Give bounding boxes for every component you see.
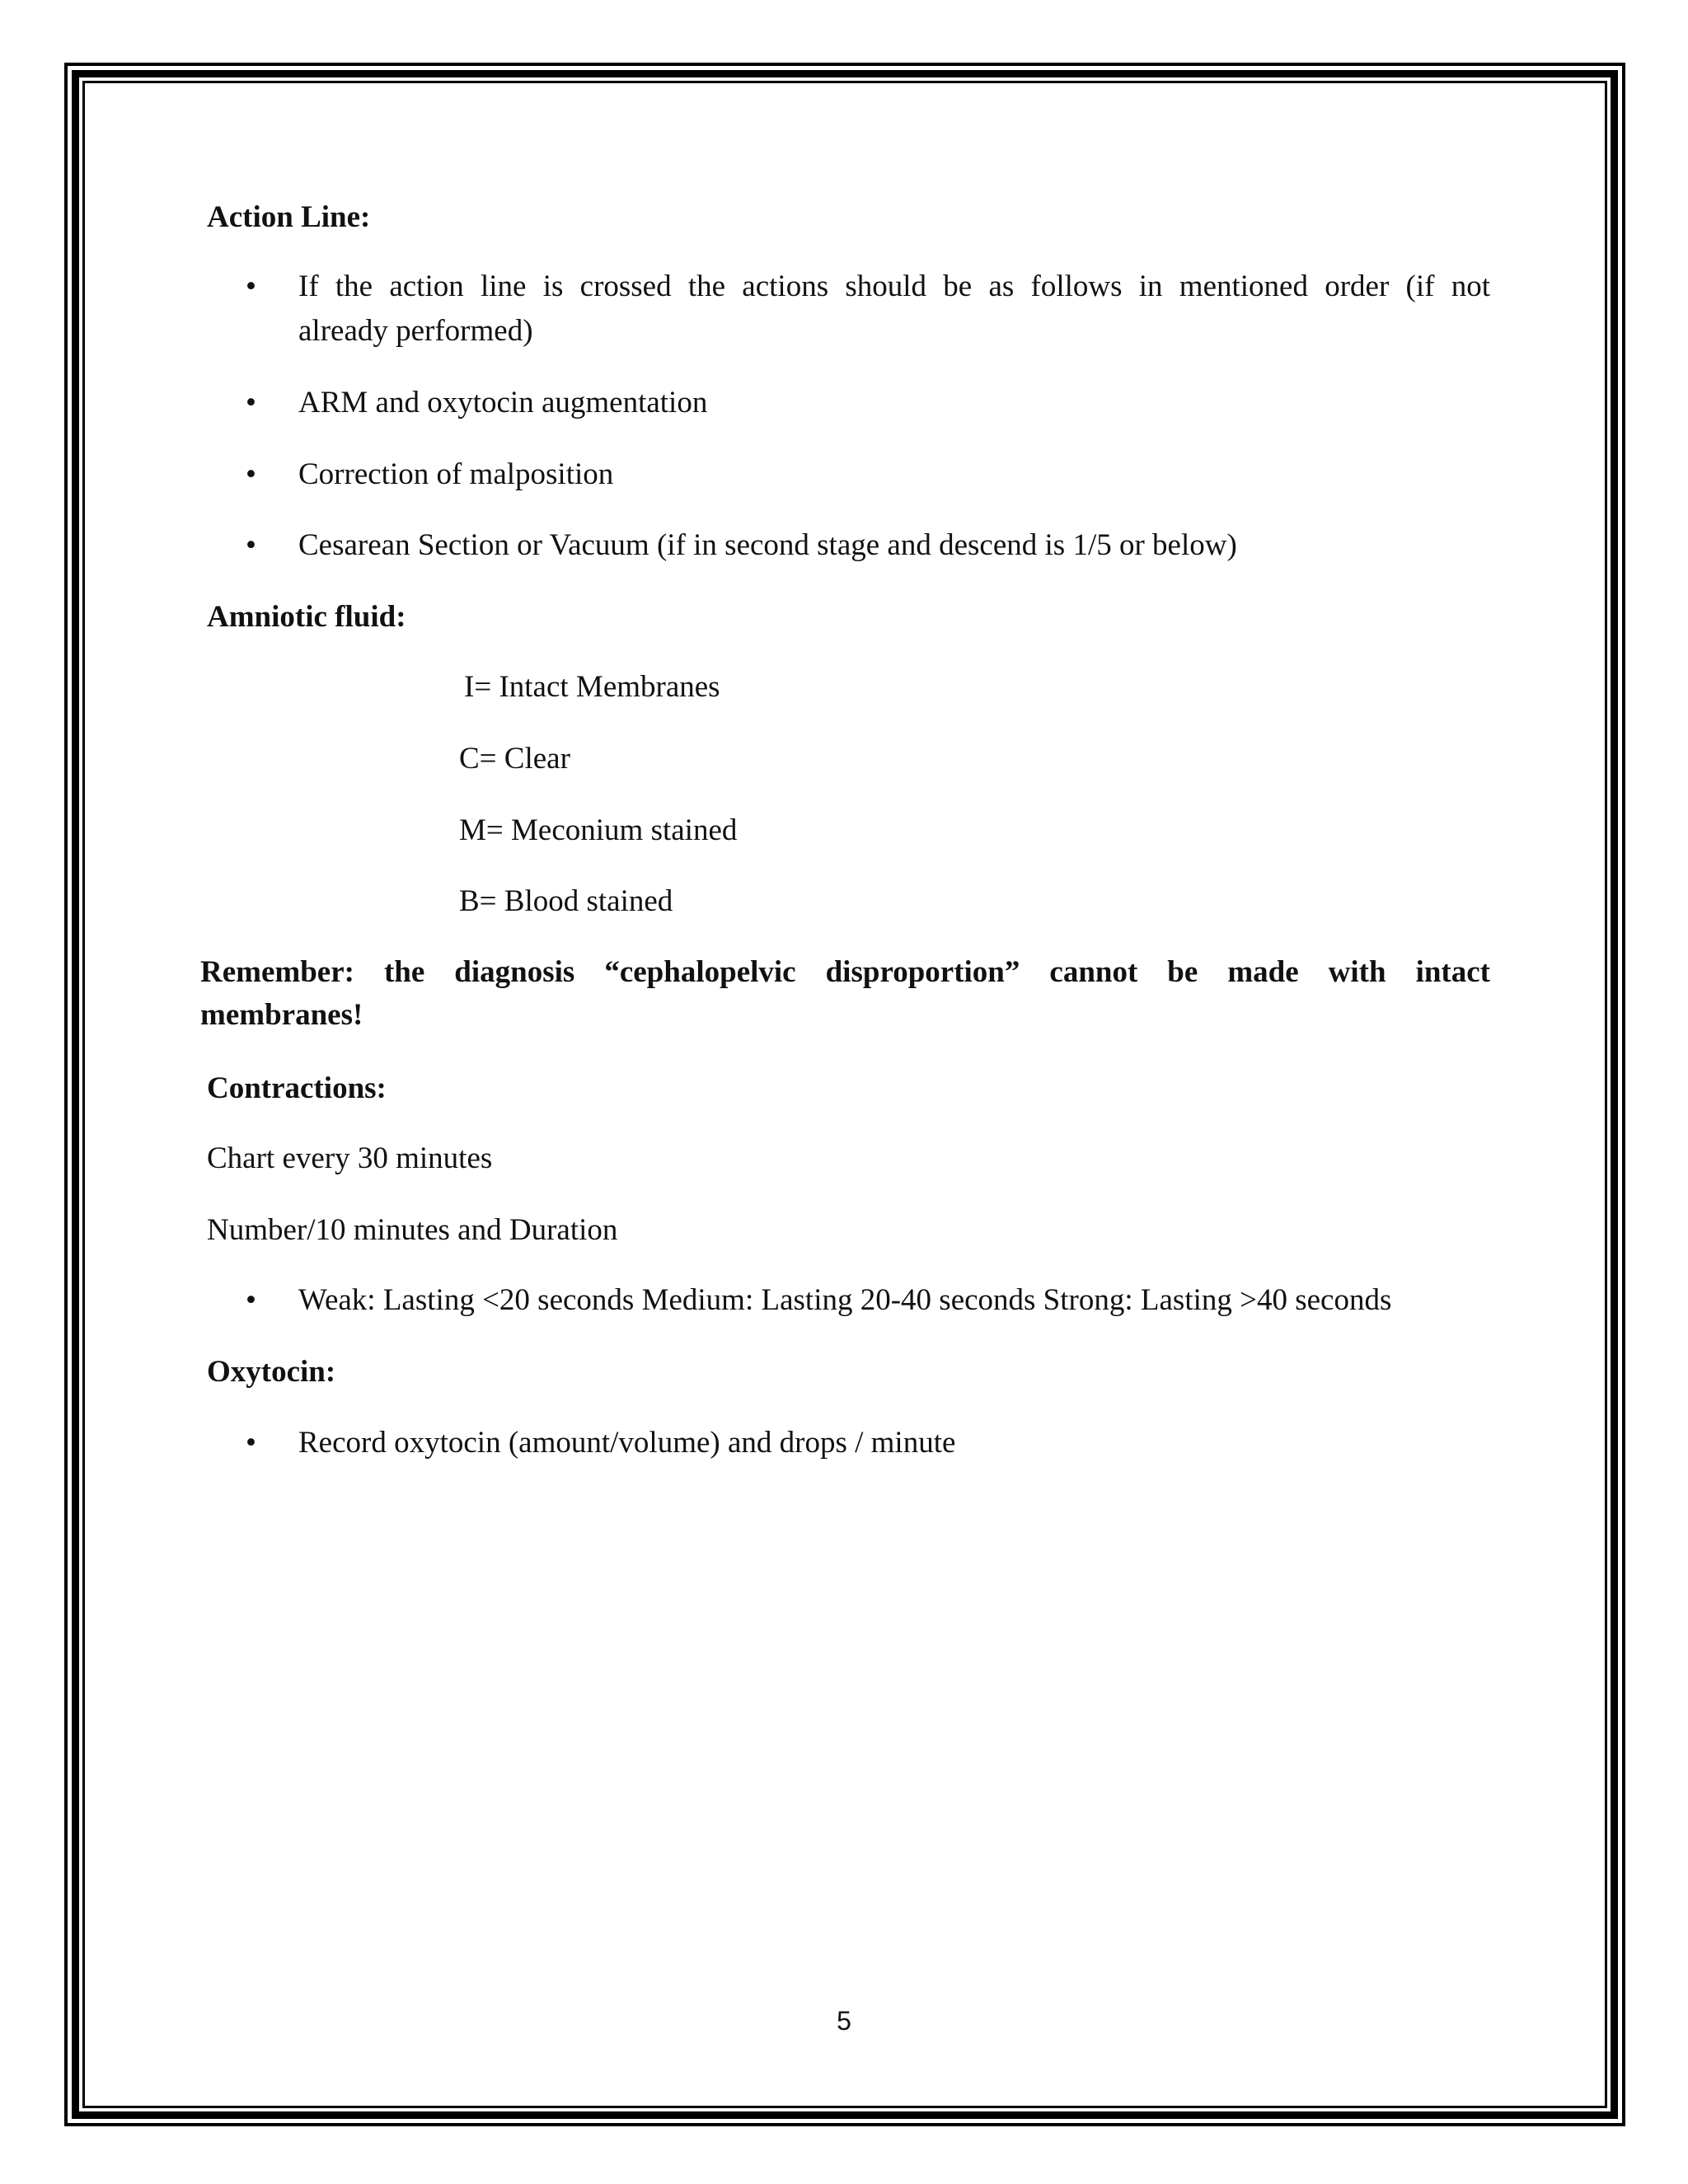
bullet-item-contraction-strength: Weak: Lasting <20 seconds Medium: Lasting 20-40 seconds Strong: Lasting >40 seconds [298,1283,1392,1317]
bullet-marker: • [246,457,256,491]
section-heading-amniotic-fluid: Amniotic fluid: [207,600,406,634]
bullet-item-action-line-3: Correction of malposition [298,457,614,491]
contractions-text-2: Number/10 minutes and Duration [207,1213,618,1247]
contractions-text-1: Chart every 30 minutes [207,1141,493,1175]
section-heading-contractions: Contractions: [207,1071,387,1105]
definition-clear: C= Clear [459,742,570,776]
section-heading-oxytocin: Oxytocin: [207,1355,336,1389]
section-heading-action-line: Action Line: [207,200,371,234]
remember-note-line1: Remember: the diagnosis “cephalopelvic disproportion” cannot be made with intact [200,955,1490,989]
bullet-item-oxytocin: Record oxytocin (amount/volume) and drops / minute [298,1426,956,1460]
bullet-item-action-line-1-line2: already performed) [298,314,533,348]
bullet-marker: • [246,528,256,562]
remember-note [200,951,1490,1037]
definition-meconium: M= Meconium stained [459,813,738,847]
definition-intact: I= Intact Membranes [464,670,720,704]
bullet-item-action-line-1-line1: If the action line is crossed the actions should be as follows in mentioned order (if not [298,269,1490,303]
bullet-item-action-line-2: ARM and oxytocin augmentation [298,386,708,419]
remember-note-line2: membranes! [200,998,363,1032]
bullet-marker: • [246,1283,256,1317]
bullet-marker: • [246,1426,256,1460]
bullet-marker: • [246,386,256,419]
definition-blood: B= Blood stained [459,884,673,918]
page-number: 5 [837,2006,851,2036]
bullet-marker: • [246,269,256,303]
bullet-item-action-line-4: Cesarean Section or Vacuum (if in second stage and descend is 1/5 or below) [298,528,1237,562]
